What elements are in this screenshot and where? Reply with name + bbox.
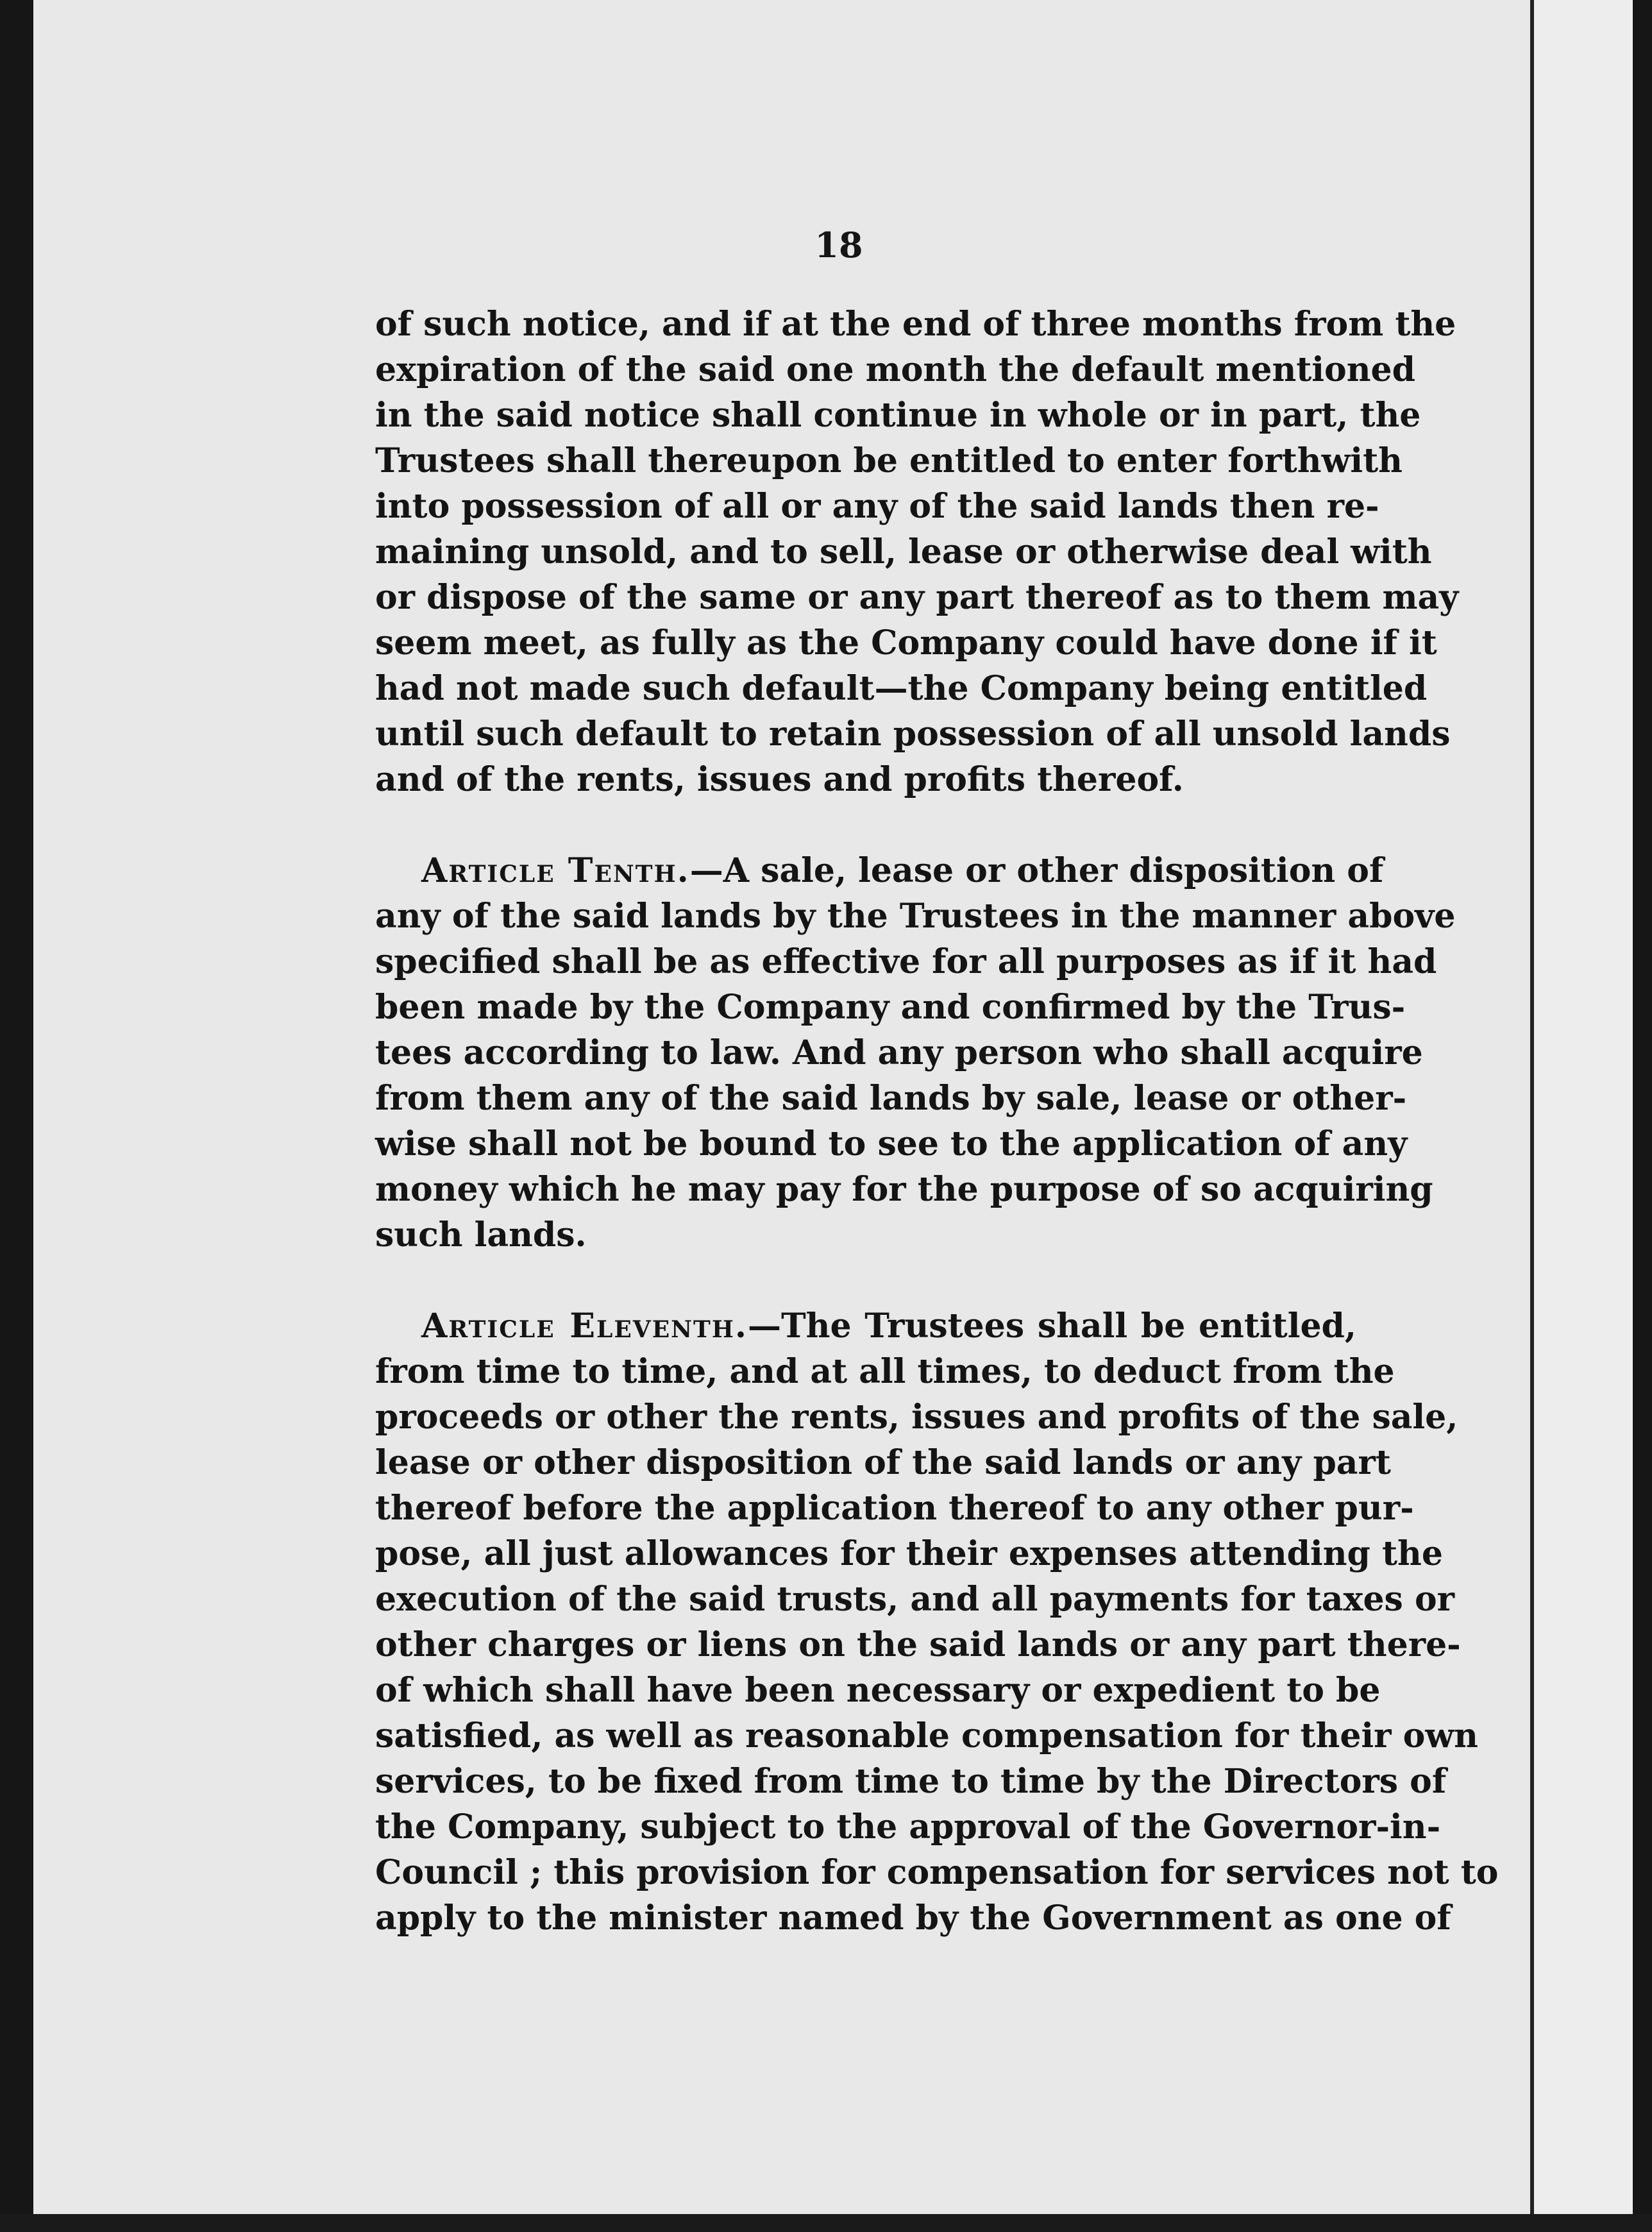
paragraph-gap [375, 1258, 1356, 1303]
text-line: until such default to retain possession of all unsold lands [375, 714, 1451, 754]
text-line: expiration of the said one month the default mentioned [375, 350, 1415, 389]
text-line: apply to the minister named by the Government as one of [375, 1898, 1451, 1938]
text-line: thereof before the application thereof to any other pur- [375, 1489, 1414, 1528]
text-line: wise shall not be bound to see to the application of any [375, 1124, 1408, 1163]
left-binding-edge [0, 0, 33, 2232]
text-line: pose, all just allowances for their expenses attending the [375, 1534, 1443, 1573]
article-heading: Article Eleventh. [421, 1306, 748, 1346]
text-line: lease or other disposition of the said lands or any part [375, 1443, 1391, 1482]
paragraph-article-tenth [375, 848, 1456, 1258]
text-line: execution of the said trusts, and all payments for taxes or [375, 1580, 1455, 1619]
text-line: from time to time, and at all times, to deduct from the [375, 1352, 1395, 1391]
text-line: maining unsold, and to sell, lease or otherwise deal with [375, 532, 1432, 571]
adjacent-page-strip [1534, 0, 1633, 2232]
text-line: from them any of the said lands by sale, lease or other- [375, 1079, 1407, 1118]
text-line: or dispose of the same or any part thereof as to them may [375, 578, 1459, 617]
paragraph-gap [375, 802, 1356, 848]
text-line: specified shall be as effective for all purposes as if it had [375, 942, 1437, 981]
text-line: of such notice, and if at the end of three months from the [375, 305, 1456, 344]
text-line: Trustees shall thereupon be entitled to enter forthwith [375, 441, 1403, 480]
text-line-with-heading [375, 1303, 1356, 1349]
text-line: been made by the Company and confirmed by the Trus- [375, 988, 1406, 1027]
paragraph-continuation [375, 301, 1459, 802]
paragraph-article-eleventh [375, 1303, 1499, 1941]
text-line: proceeds or other the rents, issues and profits of the sale, [375, 1398, 1458, 1437]
text-line: money which he may pay for the purpose of so acquiring [375, 1170, 1433, 1209]
text-line: of which shall have been necessary or expedient to be [375, 1671, 1381, 1710]
text-line: —The Trustees shall be entitled, [747, 1306, 1356, 1346]
page-number: 18 [814, 224, 863, 266]
text-line: —A sale, lease or other disposition of [689, 851, 1384, 890]
text-line: services, to be fixed from time to time by the Directors of [375, 1762, 1447, 1801]
text-line: Council ; this provision for compensation for services not to [375, 1853, 1499, 1892]
article-heading: Article Tenth. [421, 851, 690, 890]
text-line: had not made such default—the Company being entitled [375, 669, 1428, 708]
text-line: such lands. [375, 1215, 587, 1255]
right-binding-edge [1633, 0, 1652, 2232]
text-line: in the said notice shall continue in whole or in part, the [375, 396, 1421, 435]
text-line: seem meet, as fully as the Company could have done if it [375, 623, 1437, 663]
text-line: other charges or liens on the said lands or any part there- [375, 1625, 1461, 1664]
text-line: the Company, subject to the approval of the Governor-in- [375, 1807, 1441, 1847]
bottom-scan-edge [0, 2214, 1652, 2232]
body-text [375, 301, 1499, 1941]
text-line: tees according to law. And any person who shall acquire [375, 1033, 1423, 1072]
text-line: and of the rents, issues and profits thereof. [375, 760, 1184, 799]
text-line: into possession of all or any of the said lands then re- [375, 487, 1379, 526]
text-line: any of the said lands by the Trustees in the manner above [375, 897, 1456, 936]
text-line: satisfied, as well as reasonable compensation for their own [375, 1716, 1478, 1755]
text-line-with-heading [375, 848, 1384, 893]
